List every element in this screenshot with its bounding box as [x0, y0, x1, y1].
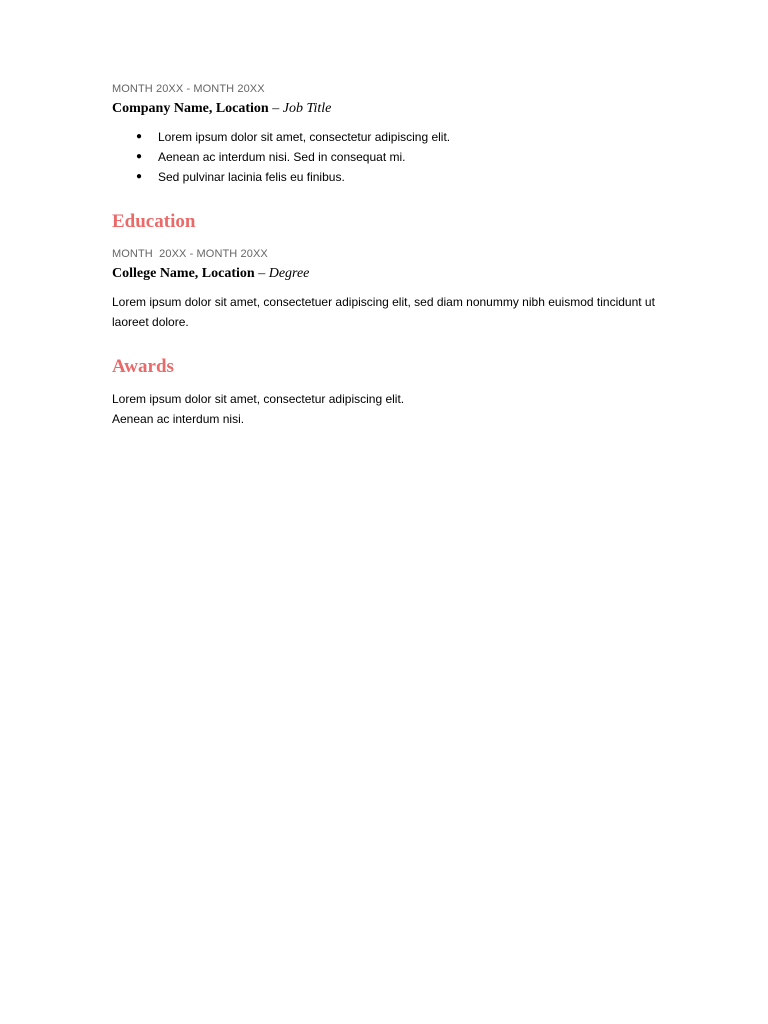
list-item [112, 127, 672, 147]
education-heading: Education [112, 211, 196, 232]
list-item [112, 147, 672, 167]
experience-bullet-list [112, 127, 672, 187]
education-section [112, 210, 672, 332]
experience-date: MONTH 20XX - MONTH 20XX [112, 83, 265, 95]
bullet-icon: ● [136, 171, 143, 182]
awards-line: Lorem ipsum dolor sit amet, consectetur adipiscing elit. [112, 392, 405, 406]
experience-title-line [112, 99, 672, 119]
title-separator: – [254, 266, 269, 281]
awards-line: Aenean ac interdum nisi. [112, 412, 245, 426]
bullet-icon: ● [136, 151, 143, 162]
company-name: Company Name, Location [112, 101, 269, 116]
awards-heading: Awards [112, 356, 174, 377]
education-title-line [112, 264, 672, 284]
title-separator: – [268, 101, 283, 116]
bullet-text: Lorem ipsum dolor sit amet, consectetur adipiscing elit. [158, 130, 451, 144]
bullet-text: Sed pulvinar lacinia felis eu finibus. [158, 170, 345, 184]
job-title: Job Title [282, 101, 332, 116]
bullet-text: Aenean ac interdum nisi. Sed in consequat mi. [158, 150, 406, 164]
bullet-icon: ● [136, 131, 143, 142]
education-date: MONTH 20XX - MONTH 20XX [112, 248, 268, 260]
degree: Degree [268, 266, 310, 281]
education-description: Lorem ipsum dolor sit amet, consectetuer adipiscing elit, sed diam nonummy nibh euismod tincidunt ut laoreet dolore. [112, 295, 655, 329]
awards-section [112, 355, 672, 429]
college-name: College Name, Location [112, 266, 255, 281]
experience-entry [112, 81, 672, 187]
list-item [112, 167, 672, 187]
